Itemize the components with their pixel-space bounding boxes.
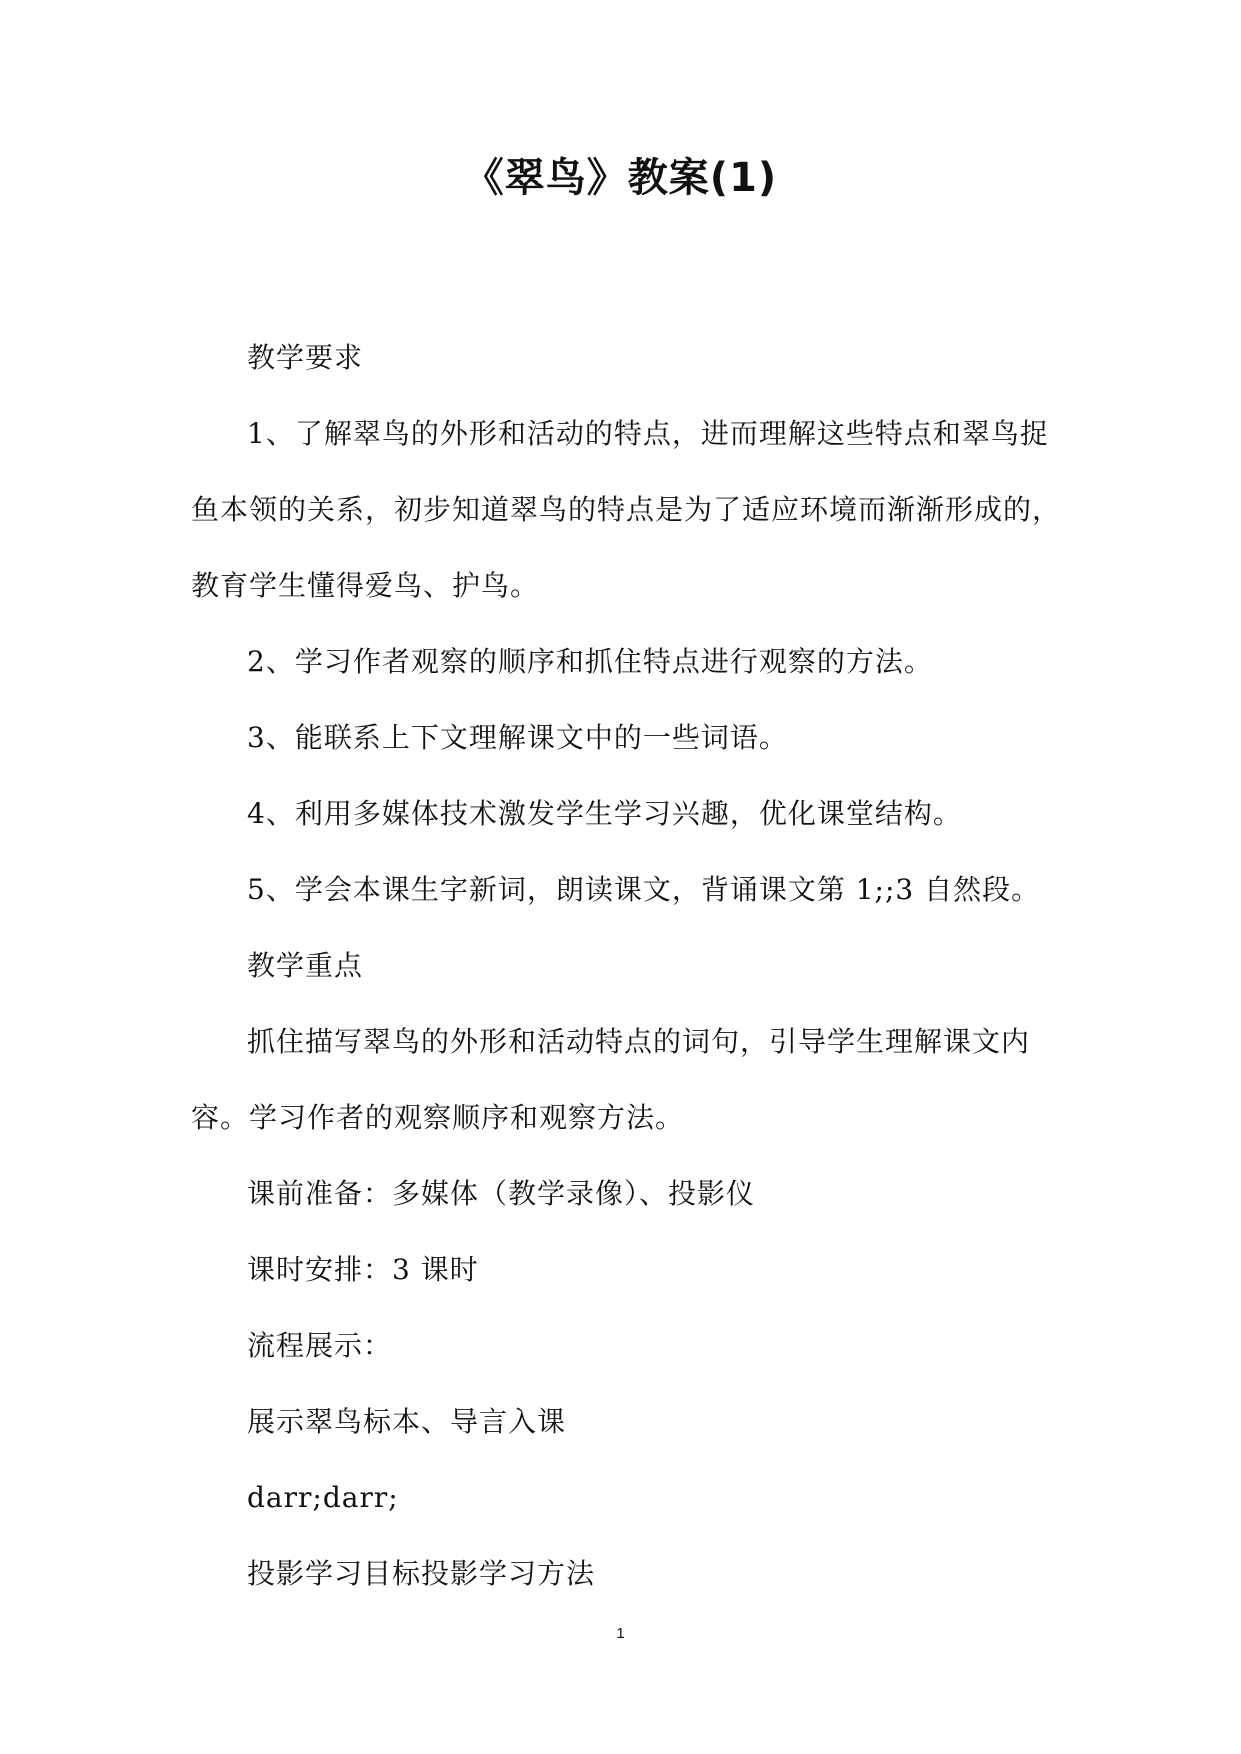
- schedule-text: 课时安排：3 课时: [247, 1253, 479, 1286]
- requirement-item-4: 4、利用多媒体技术激发学生学习兴趣，优化课堂结构。: [247, 797, 962, 830]
- page-number: 1: [616, 1625, 625, 1642]
- requirement-item-3: 3、能联系上下文理解课文中的一些词语。: [247, 721, 788, 754]
- process-arrows: darr;darr;: [247, 1481, 399, 1514]
- document-title: 《翠鸟》教案(1): [463, 155, 778, 201]
- requirement-item-5: 5、学会本课生字新词，朗读课文，背诵课文第 1;;3 自然段。: [247, 873, 1041, 906]
- preparation-text: 课前准备：多媒体（教学录像）、投影仪: [247, 1177, 756, 1210]
- process-step-2: 投影学习目标投影学习方法: [247, 1557, 596, 1590]
- section-heading-key-points: 教学重点: [247, 949, 364, 982]
- document-body: [191, 320, 1061, 1612]
- process-heading: 流程展示：: [247, 1329, 393, 1362]
- requirement-item-1: 1、了解翠鸟的外形和活动的特点，进而理解这些特点和翠鸟捉鱼本领的关系，初步知道翠鸟的特点是为了适应环境而渐渐形成的，教育学生懂得爱鸟、护鸟。: [191, 417, 1062, 602]
- section-heading-requirements: 教学要求: [247, 341, 364, 374]
- process-step-1: 展示翠鸟标本、导言入课: [247, 1405, 567, 1438]
- key-points-text: 抓住描写翠鸟的外形和活动特点的词句，引导学生理解课文内容。学习作者的观察顺序和观察方法。: [191, 1025, 1031, 1134]
- requirement-item-2: 2、学习作者观察的顺序和抓住特点进行观察的方法。: [247, 645, 933, 678]
